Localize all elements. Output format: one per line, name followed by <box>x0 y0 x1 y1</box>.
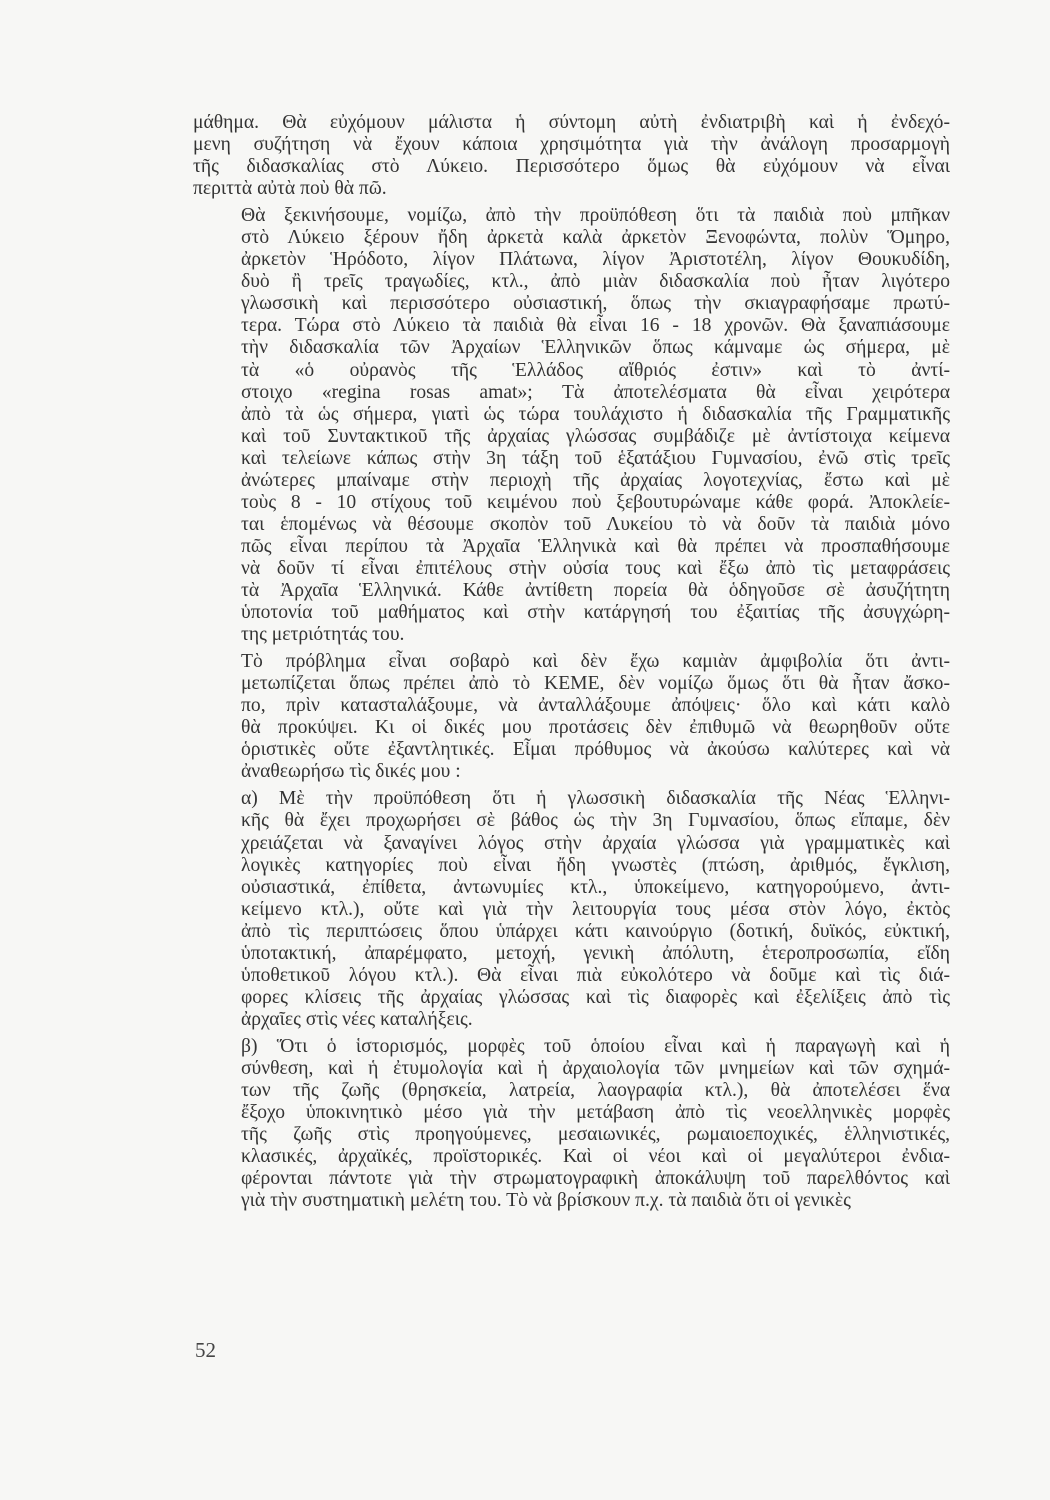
text-line: ὑποτακτική, ἀπαρέμφατο, μετοχή, γενικὴ ἀπόλυτη, ἑτεροπροσωπία, εἴδη <box>241 942 950 964</box>
paragraphs <box>193 112 950 1212</box>
text-line: ὑποθετικοῦ λόγου κτλ.). Θὰ εἶναι πιὰ εὐκολότερο νὰ δοῦμε καὶ τὶς διά- <box>241 964 950 986</box>
text-line: πῶς εἶναι περίπου τὰ Ἀρχαῖα Ἑλληνικὰ καὶ θὰ πρέπει νὰ προσπαθήσουμε <box>241 535 950 557</box>
text-line: θὰ προκύψει. Κι οἱ δικές μου προτάσεις δὲν ἐπιθυμῶ νὰ θεωρηθοῦν οὔτε <box>241 717 950 739</box>
text-line: Τὸ πρόβλημα εἶναι σοβαρὸ καὶ δὲν ἔχω καμιὰν ἀμφιβολία ὅτι ἀντι- <box>241 651 950 673</box>
text-line: τερα. Τώρα στὸ Λύκειο τὰ παιδιὰ θὰ εἶναι 16 - 18 χρονῶν. Θὰ ξαναπιάσουμε <box>241 315 950 337</box>
text-line: τὴν διδασκαλία τῶν Ἀρχαίων Ἑλληνικῶν ὅπως κάμναμε ὡς σήμερα, μὲ <box>241 337 950 359</box>
text-line: νὰ δοῦν τί εἶναι ἐπιτέλους στὴν οὐσία τους καὶ ἔξω ἀπὸ τὶς μεταφράσεις <box>241 557 950 579</box>
text-line: φέρονται πάντοτε γιὰ τὴν στρωματογραφικὴ ἀποκάλυψη τοῦ παρελθόντος καὶ <box>241 1168 950 1190</box>
text-line: τὰ Ἀρχαῖα Ἑλληνικά. Κάθε ἀντίθετη πορεία θὰ ὁδηγοῦσε σὲ ἀσυζήτητη <box>241 579 950 601</box>
text-line: κείμενο κτλ.), οὔτε καὶ γιὰ τὴν λειτουργία τους μέσα στὸν λόγο, ἐκτὸς <box>241 898 950 920</box>
text-line: ἀνώτερες μπαίναμε στὴν περιοχὴ τῆς ἀρχαίας λογοτεχνίας, ἔστω καὶ μὲ <box>241 469 950 491</box>
text-line: μετωπίζεται ὅπως πρέπει ἀπὸ τὸ ΚΕΜΕ, δὲν νομίζω ὅμως ὅτι θὰ ἦταν ἄσκο- <box>241 673 950 695</box>
text-line: Θὰ ξεκινήσουμε, νομίζω, ἀπὸ τὴν προϋπόθεση ὅτι τὰ παιδιὰ ποὺ μπῆκαν <box>241 205 950 227</box>
paragraph <box>193 1036 950 1212</box>
text-line: των τῆς ζωῆς (θρησκεία, λατρεία, λαογραφία κτλ.), θὰ ἀποτελέσει ἕνα <box>241 1080 950 1102</box>
text-line: στὸ Λύκειο ξέρουν ἤδη ἀρκετὰ καλὰ ἀρκετὸν Ξενοφώντα, πολὺν Ὅμηρο, <box>241 227 950 249</box>
text-line: ἀρκετὸν Ἡρόδοτο, λίγον Πλάτωνα, λίγον Ἀριστοτέλη, λίγον Θουκυδίδη, <box>241 249 950 271</box>
text-line: καὶ τελείωνε κάπως στὴν 3η τάξη τοῦ ἑξατάξιου Γυμνασίου, ἐνῶ στὶς τρεῖς <box>241 447 950 469</box>
text-line: κῆς θὰ ἔχει προχωρήσει σὲ βάθος ὡς τὴν 3η Γυμνασίου, ὅπως εἴπαμε, δὲν <box>241 810 950 832</box>
text-line: λογικὲς κατηγορίες ποὺ εἶναι ἤδη γνωστὲς (πτώση, ἀριθμός, ἔγκλιση, <box>241 854 950 876</box>
text-line: πο, πρὶν κατασταλάξουμε, νὰ ἀνταλλάξουμε ἀπόψεις· ὅλο καὶ κάτι καλὸ <box>241 695 950 717</box>
text-line: ἀρχαῖες στὶς νέες καταλήξεις. <box>241 1008 473 1030</box>
paragraph <box>193 651 950 783</box>
text-line: μάθημα. Θὰ εὐχόμουν μάλιστα ἡ σύντομη αὐτὴ ἐνδιατριβὴ καὶ ἡ ἐνδεχό- <box>193 112 950 133</box>
text-line: φορες κλίσεις τῆς ἀρχαίας γλώσσας καὶ τὶς διαφορὲς καὶ ἐξελίξεις ἀπὸ τὶς <box>241 986 950 1008</box>
text-line: της μετριότητάς του. <box>241 624 405 646</box>
text-line: γιὰ τὴν συστηματικὴ μελέτη του. Τὸ νὰ βρίσκουν π.χ. τὰ παιδιὰ ὅτι οἱ γενικὲς <box>241 1190 851 1212</box>
text-line: τὰ «ὁ οὐρανὸς τῆς Ἑλλάδος αἴθριός ἐστιν» καὶ τὸ ἀντί- <box>241 359 950 381</box>
text-line: γλωσσικὴ καὶ περισσότερο οὐσιαστική, ὅπως τὴν σκιαγραφήσαμε πρωτύ- <box>241 293 950 315</box>
text-line: οὐσιαστικά, ἐπίθετα, ἀντωνυμίες κτλ., ὑποκείμενο, κατηγορούμενο, ἀντι- <box>241 876 950 898</box>
text-line: ὁριστικὲς οὔτε ἐξαντλητικές. Εἶμαι πρόθυμος νὰ ἀκούσω καλύτερες καὶ νὰ <box>241 739 950 761</box>
text-line: ἀπὸ τὶς περιπτώσεις ὅπου ὑπάρχει κάτι καινούργιο (δοτική, δυϊκός, εὐκτική, <box>241 920 950 942</box>
text-line: ὑποτονία τοῦ μαθήματος καὶ στὴν κατάργησή του ἐξαιτίας τῆς ἀσυγχώρη- <box>241 602 950 624</box>
text-line: ται ἑπομένως νὰ θέσουμε σκοπὸν τοῦ Λυκείου τὸ νὰ δοῦν τὰ παιδιὰ μόνο <box>241 513 950 535</box>
paragraph <box>193 112 950 200</box>
text-line: β) Ὅτι ὁ ἱστορισμός, μορφὲς τοῦ ὁποίου εἶναι καὶ ἡ παραγωγὴ καὶ ἡ <box>241 1035 950 1057</box>
text-line: χρειάζεται νὰ ξαναγίνει λόγος στὴν ἀρχαία γλώσσα γιὰ γραμματικὲς καὶ <box>241 832 950 854</box>
text-line: α) Μὲ τὴν προϋπόθεση ὅτι ἡ γλωσσικὴ διδασκαλία τῆς Νέας Ἑλληνι- <box>241 788 950 810</box>
text-line: τῆς διδασκαλίας στὸ Λύκειο. Περισσότερο ὅμως θὰ εὐχόμουν νὰ εἶναι <box>193 156 950 178</box>
text-line: στοιχο «regina rosas amat»; Τὰ ἀποτελέσματα θὰ εἶναι χειρότερα <box>241 381 950 403</box>
text-line: περιττὰ αὐτὰ ποὺ θὰ πῶ. <box>193 178 387 200</box>
page-number: 52 <box>195 1338 216 1362</box>
text-line: μενη συζήτηση νὰ ἔχουν κάποια χρησιμότητα γιὰ τὴν ἀνάλογη προσαρμογὴ <box>193 134 950 156</box>
text-line: καὶ τοῦ Συντακτικοῦ τῆς ἀρχαίας γλώσσας συμβάδιζε μὲ ἀντίστοιχα κείμενα <box>241 425 950 447</box>
paragraph <box>193 205 950 646</box>
text-line: ἀπὸ τὰ ὡς σήμερα, γιατὶ ὡς τώρα τουλάχιστο ἡ διδασκαλία τῆς Γραμματικῆς <box>241 403 950 425</box>
paragraph <box>193 788 950 1031</box>
text-line: σύνθεση, καὶ ἡ ἐτυμολογία καὶ ἡ ἀρχαιολογία τῶν μνημείων καὶ τῶν σχημά- <box>241 1057 950 1079</box>
body-text <box>193 112 950 1217</box>
text-line: τῆς ζωῆς στὶς προηγούμενες, μεσαιωνικές, ρωμαιοεποχικές, ἑλληνιστικές, <box>241 1124 950 1146</box>
text-line: κλασικές, ἀρχαϊκές, προϊστορικές. Καὶ οἱ νέοι καὶ οἱ μεγαλύτεροι ἐνδια- <box>241 1146 950 1168</box>
text-line: ἀναθεωρήσω τὶς δικές μου : <box>241 761 461 783</box>
text-line: δυὸ ἢ τρεῖς τραγωδίες, κτλ., ἀπὸ μιὰν διδασκαλία ποὺ ἦταν λιγότερο <box>241 271 950 293</box>
text-line: τοὺς 8 - 10 στίχους τοῦ κειμένου ποὺ ξεβουτυρώναμε κάθε φορά. Ἀποκλείε- <box>241 491 950 513</box>
text-line: ἔξοχο ὑποκινητικὸ μέσο γιὰ τὴν μετάβαση ἀπὸ τὶς νεοελληνικὲς μορφὲς <box>241 1102 950 1124</box>
